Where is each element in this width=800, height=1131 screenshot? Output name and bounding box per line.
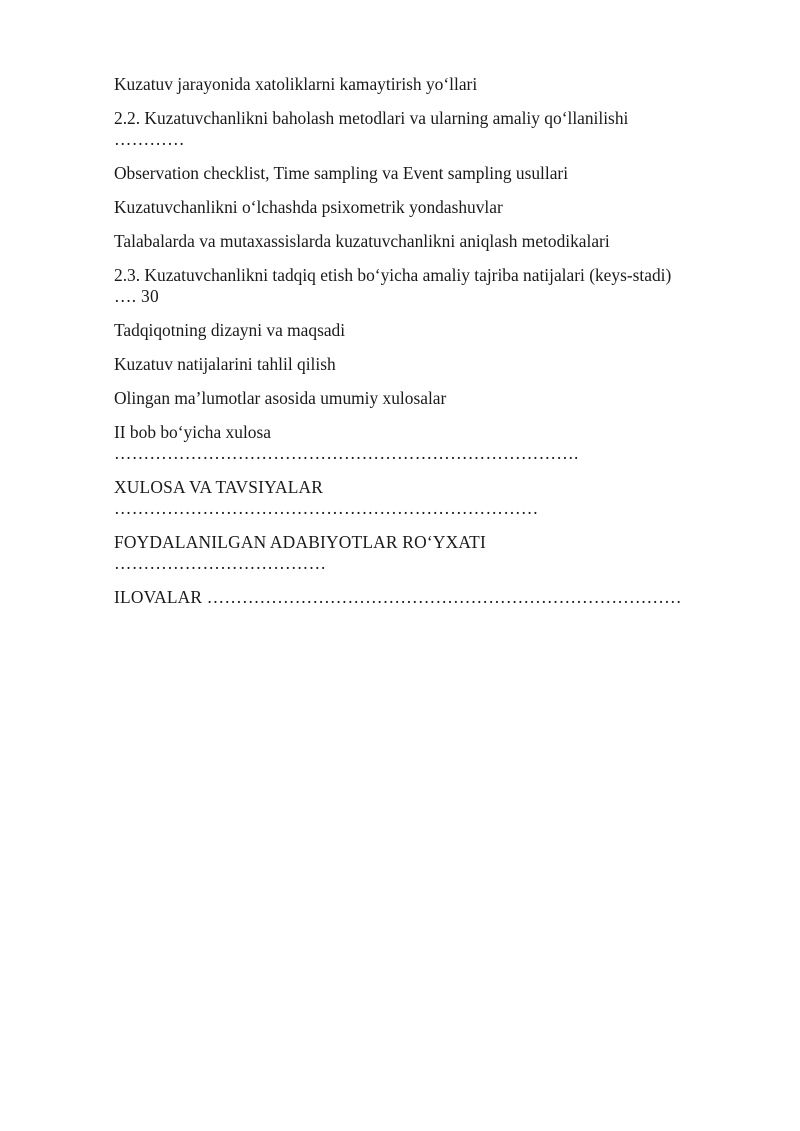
toc-entry-chapter-2-summary	[114, 422, 734, 464]
toc-entry-design: Tadqiqotning dizayni va maqsadi	[114, 320, 346, 340]
table-of-contents	[114, 74, 734, 608]
toc-entry-conclusion-recommendations	[114, 477, 734, 519]
toc-entry-observation-checklist: Observation checklist, Time sampling va Event sampling usullari	[114, 163, 569, 183]
toc-leader: …. 30	[114, 286, 159, 306]
toc-entry-methods: Talabalarda va mutaxassislarda kuzatuvchanlikni aniqlash metodikalari	[114, 231, 610, 251]
toc-entry-analysis: Kuzatuv natijalarini tahlil qilish	[114, 354, 336, 374]
toc-entry-conclusions: Olingan ma’lumotlar asosida umumiy xulosalar	[114, 388, 447, 408]
toc-entry-title: 2.3. Kuzatuvchanlikni tadqiq etish bo‘yicha amaliy tajriba natijalari (keys-stadi)	[114, 265, 672, 285]
toc-entry-appendices: ILOVALAR ………………………………………………………………………	[114, 587, 682, 607]
toc-leader: …………	[114, 129, 185, 149]
toc-entry-section-2-3	[114, 265, 734, 307]
toc-leader: …………………………………………………………………….	[114, 443, 579, 463]
toc-entry-references	[114, 532, 734, 574]
toc-entry-title: 2.2. Kuzatuvchanlikni baholash metodlari va ularning amaliy qo‘llanilishi	[114, 108, 629, 128]
toc-entry-title: FOYDALANILGAN ADABIYOTLAR RO‘YXATI	[114, 532, 486, 552]
toc-entry-title: II bob bo‘yicha xulosa	[114, 422, 271, 442]
toc-entry-section-2-2	[114, 108, 734, 150]
toc-leader: ………………………………	[114, 553, 327, 573]
toc-leader: ………………………………………………………………	[114, 498, 539, 518]
toc-entry-psychometric: Kuzatuvchanlikni o‘lchashda psixometrik yondashuvlar	[114, 197, 503, 217]
toc-entry-error-reduction: Kuzatuv jarayonida xatoliklarni kamaytirish yo‘llari	[114, 74, 478, 94]
toc-entry-title: XULOSA VA TAVSIYALAR	[114, 477, 324, 497]
